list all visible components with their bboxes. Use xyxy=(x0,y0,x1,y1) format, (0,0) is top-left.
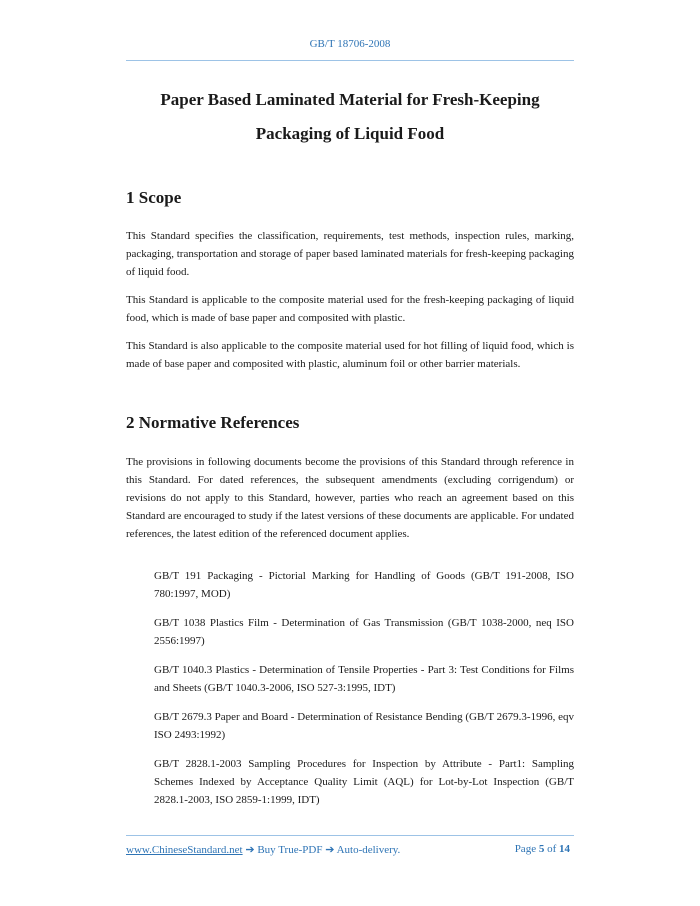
document-title-line-2: Packaging of Liquid Food xyxy=(255,124,445,143)
page-total: 14 xyxy=(559,843,570,855)
normative-intro-paragraph: The provisions in following documents become the provisions of this Standard through reference in this Standard. For dated references, the subsequent amendments (excluding corrigendum) or revisions do not apply to this Standard, however, parties who reach an agreement based on this Standard are encouraged to study if the latest versions of these documents are applicable. For undated references, the latest edition of the referenced document applies. xyxy=(126,456,574,540)
site-link[interactable]: www.ChineseStandard.net xyxy=(126,844,243,856)
reference-item-gb-t-2828-1: GB/T 2828.1-2003 Sampling Procedures for Inspection by Attribute - Part1: Sampling Schemes Indexed by Acceptance Quality Limit (AQL) for Lot-by-Lot Inspection (GB/T 2828.1-2003, ISO 2859-1:1999, IDT) xyxy=(154,758,574,806)
arrow-right-icon: ➔ xyxy=(325,844,335,856)
section-2-heading: 2 Normative References xyxy=(126,413,300,432)
page-number xyxy=(515,843,570,855)
page-footer xyxy=(126,843,574,856)
section-1-heading: 1 Scope xyxy=(126,188,182,207)
reference-item-gb-t-2679-3: GB/T 2679.3 Paper and Board - Determination of Resistance Bending (GB/T 2679.3-1996, eqv ISO 2493:1992) xyxy=(154,711,574,741)
page-current: 5 xyxy=(538,843,545,855)
scope-paragraph-1: This Standard specifies the classification, requirements, test methods, inspection rules, marking, packaging, transportation and storage of paper based laminated materials for fresh-keeping packaging of liquid food. xyxy=(126,230,574,278)
reference-item-gb-t-1040-3: GB/T 1040.3 Plastics - Determination of Tensile Properties - Part 3: Test Conditions for Films and Sheets (GB/T 1040.3-2006, ISO 527-3:1995, IDT) xyxy=(154,664,574,694)
buy-true-pdf-text: Buy True-PDF xyxy=(257,844,323,856)
scope-paragraph-3: This Standard is also applicable to the composite material used for hot filling of liquid food, which is made of base paper and composited with plastic, aluminum foil or other barrier materials. xyxy=(126,340,574,370)
scope-paragraph-2: This Standard is applicable to the composite material used for the fresh-keeping packaging of liquid food, which is made of base paper and composited with plastic. xyxy=(126,294,574,324)
reference-item-gb-t-191: GB/T 191 Packaging - Pictorial Marking for Handling of Goods (GB/T 191-2008, ISO 780:1997, MOD) xyxy=(154,570,574,600)
reference-item-gb-t-1038: GB/T 1038 Plastics Film - Determination of Gas Transmission (GB/T 1038-2000, neq ISO 2556:1997) xyxy=(154,617,574,647)
document-title-line-1: Paper Based Laminated Material for Fresh-Keeping xyxy=(160,90,540,109)
page-label: Page xyxy=(514,843,537,855)
header-divider xyxy=(126,60,574,61)
page-of-label: of xyxy=(547,843,557,855)
page-header: GB/T 18706-2008 xyxy=(309,38,391,50)
arrow-right-icon: ➔ xyxy=(245,844,255,856)
footer-divider xyxy=(126,835,574,836)
auto-delivery-text: Auto-delivery. xyxy=(336,844,401,856)
